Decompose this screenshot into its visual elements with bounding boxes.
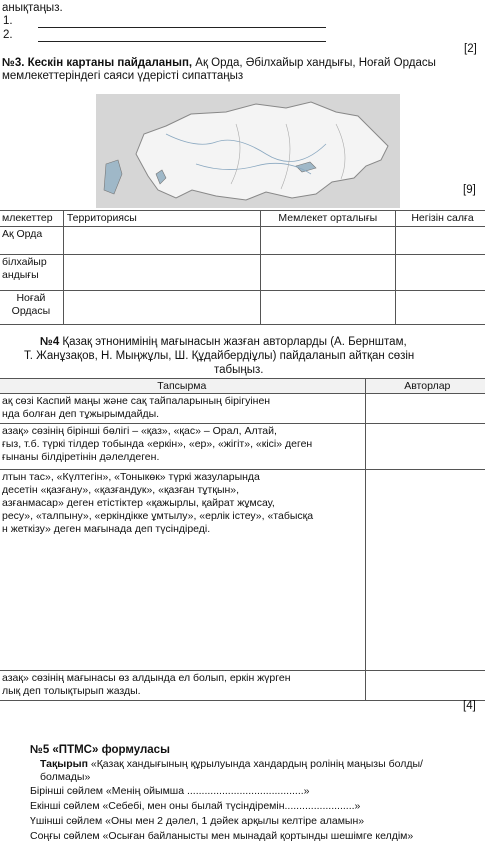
q5-sentence-3: Үшінші сөйлем «Оны мен 2 дәлел, 1 дәйек арқылы келтіре аламын» [30,815,365,827]
q4-row-3-line: н жеткізу» деген мағынада деп түсіндіреді. [2,523,211,535]
q4-row-4 [0,671,365,701]
q3-cell[interactable] [63,291,260,325]
q4-title-line1: Қазақ этнонимінің мағынасын жазған авторларды (А. Бернштам, [59,336,407,348]
q3-title [2,57,436,69]
q4-row-3-line: лтын тас», «Күлтегін», «Тоныкөк» түркі жазуларында [2,471,260,483]
intro-fragment: анықтаңыз. [2,2,63,14]
q4-row-1-line: ақ сөзі Каспий маңы және сақ тайпаларының бірігуінен [2,395,271,407]
q4-title [40,336,407,348]
q4-row-3-line: азғанмасар» деген етістіктер «қажырлы, қайрат жұмсау, [2,497,275,509]
q3-col-center: Мемлекет орталығы [260,211,395,227]
q3-col-territory: Территориясы [63,211,260,227]
q3-col-founder: Негізін салға [396,211,485,227]
q5-sentence-4: Соңғы сөйлем «Осыған байланысты мен мынадай қортынды шешімге келдім» [30,830,414,842]
answer-line-1[interactable] [38,27,326,28]
q4-col-authors: Авторлар [365,379,485,394]
q4-row-3-line: десетін «қазғану», «қазғандук», «қазған тұтқын», [2,484,240,496]
answer-line-2[interactable] [38,41,326,42]
q4-col-task: Тапсырма [0,379,365,394]
q5-title: №5 «ПТМС» формуласы [30,744,170,756]
q4-row-2-line: азақ» сөзінің бірінші бөлігі – «қаз», «қас» – Орал, Алтай, [2,425,277,437]
q3-title-rest: Ақ Орда, Әбілхайыр хандығы, Ноғай Ордасы [192,57,436,69]
q3-col-states: млекеттер [0,211,63,227]
answer-item-2: 2. [3,29,13,41]
q4-author-cell[interactable] [365,424,485,470]
q5-sentence-2: Екінші сөйлем «Себебі, мен оны былай түсіндіремін........................» [30,800,361,812]
q3-number-title: №3. Кескін картаны пайдаланып, [2,57,193,69]
q5-topic-text: «Қазақ хандығының құрылуында хандардың ролінің маңызы болды/ [87,758,423,770]
q4-author-cell[interactable] [365,671,485,701]
q5-topic-label: Тақырып [40,758,88,770]
q5-topic [40,758,423,770]
q3-row-nogai: Ноғай Ордасы [0,291,63,325]
q3-row-aq-orda: Ақ Орда [0,227,63,255]
q4-title-line2: Т. Жанұзақов, Н. Мыңжұлы, Ш. Құдайбердіұлы) пайдаланып айтқан сөзін [24,350,415,362]
q4-row-2-line: ғынаны білдіретінін дәлелдеген. [2,451,160,463]
q4-title-line3: табыңыз. [214,364,264,376]
q3-cell[interactable] [260,255,395,291]
q3-cell[interactable] [63,227,260,255]
q3-cell[interactable] [396,291,485,325]
q3-cell[interactable] [63,255,260,291]
q3-cell[interactable] [260,227,395,255]
kazakhstan-map-image [96,94,400,208]
q3-cell[interactable] [396,255,485,291]
q3-row-abulkhair: білхайыр андығы [0,255,63,291]
q4-number: №4 [40,336,60,348]
q3-cell[interactable] [260,291,395,325]
q5-sentence-1: Бірінші сөйлем «Менің ойымша ........................................» [30,785,310,797]
q4-row-4-line: азақ» сөзінің мағынасы өз алдында ел болып, еркін жүрген [2,672,291,684]
q3-title-line2: мемлекеттеріндегі саяси үдерісті сипаттаңыз [2,70,244,82]
q4-row-1 [0,394,365,424]
q3-cell[interactable] [396,227,485,255]
q4-row-1-line: нда болған деп тұжырымдайды. [2,408,160,420]
q5-topic-line2: болмады» [40,771,91,783]
q3-table [0,210,485,325]
q4-row-4-line: лық деп толықтырып жазды. [2,685,141,697]
score-q3: [9] [463,184,476,196]
q4-row-3-line: ресу», «талпыну», «еркіндікке ұмтылу», «ерлік істеу», «табысқа [2,510,314,522]
q4-author-cell[interactable] [365,470,485,671]
q4-table [0,378,485,701]
q4-author-cell[interactable] [365,394,485,424]
score-q2: [2] [464,43,477,55]
score-q4: [4] [463,700,476,712]
q4-row-2 [0,424,365,470]
answer-item-1: 1. [3,15,13,27]
contour-map [96,94,400,208]
q4-row-3 [0,470,365,671]
q4-row-2-line: ғыз, т.б. түркі тілдер тобында «еркін», «ер», «жігіт», «кісі» деген [2,438,313,450]
